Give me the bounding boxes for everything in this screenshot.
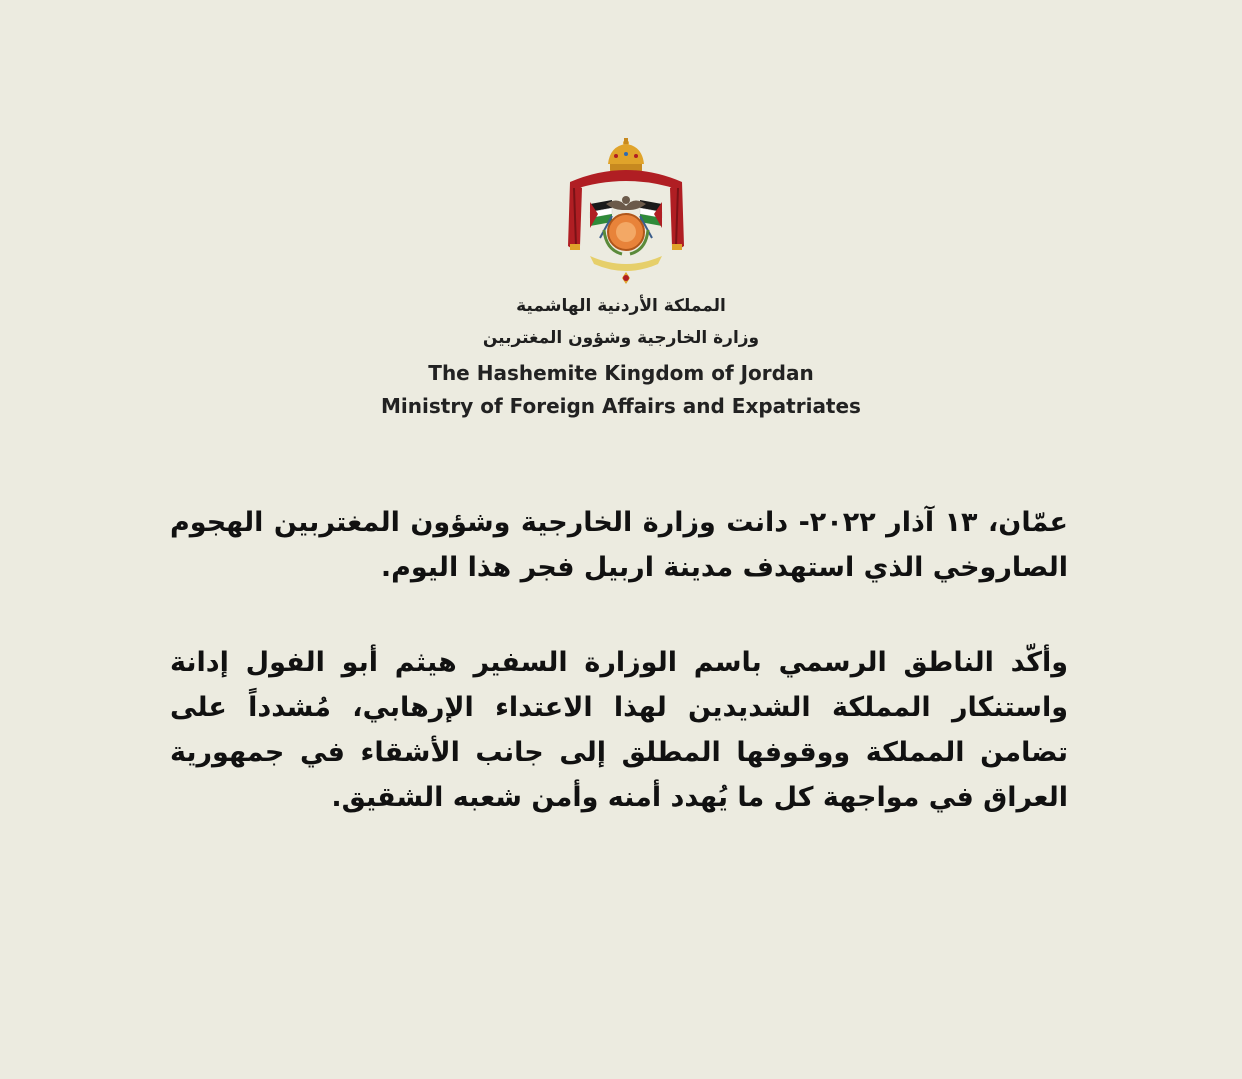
statement-paragraph-1: عمّان، ١٣ آذار ٢٠٢٢- دانت وزارة الخارجية وشؤون المغتربين الهجوم الصاروخي الذي استهدف مدينة اربيل فجر هذا اليوم. <box>170 507 1068 583</box>
statement-paragraph-2: وأكّد الناطق الرسمي باسم الوزارة السفير هيثم أبو الفول إدانة واستنكار المملكة الشديدين لهذا الاعتداء الإرهابي، مُشدداً على تضامن المملكة ووقوفها المطلق إلى جانب الأشقاء في جمهورية العراق في مواجهة كل ما يُهدد أمنه وأمن شعبه الشقيق. <box>170 647 1068 813</box>
crown-icon <box>608 138 644 172</box>
header-arabic-kingdom: المملكة الأردنية الهاشمية <box>516 296 726 316</box>
header-arabic-ministry: وزارة الخارجية وشؤون المغتربين <box>482 328 760 348</box>
header-english-ministry: Ministry of Foreign Affairs and Expatriates <box>381 394 861 418</box>
header-english-kingdom: The Hashemite Kingdom of Jordan <box>428 361 814 385</box>
jordan-coat-of-arms-icon <box>560 138 692 288</box>
